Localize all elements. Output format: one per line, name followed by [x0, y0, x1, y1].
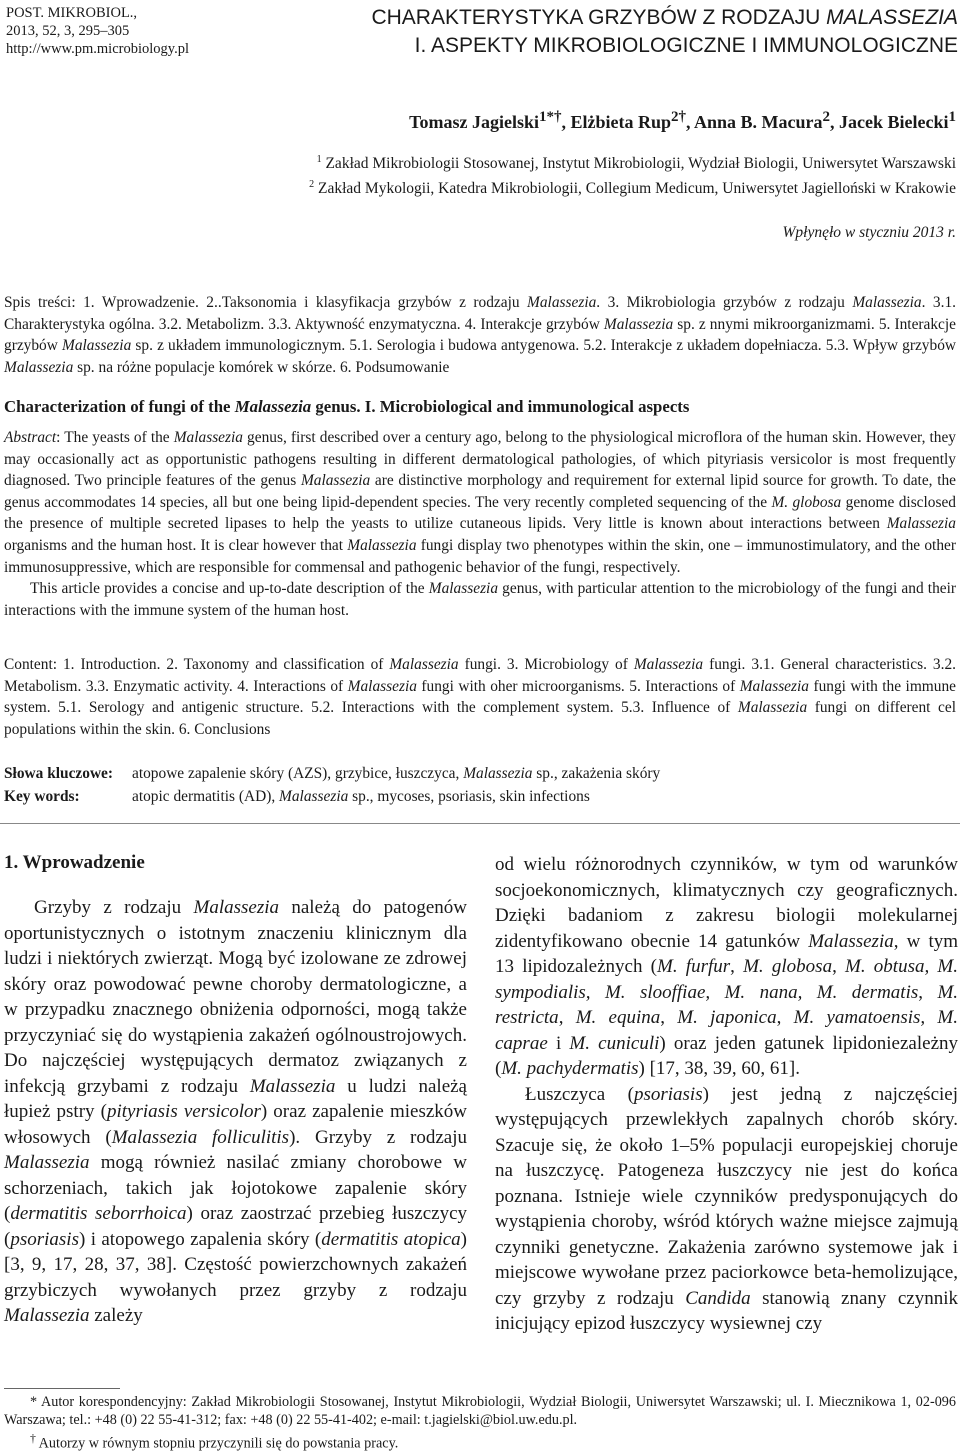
- affiliation-2: $^2$ Zakład Mykologii, Katedra Mikrobiologii, Collegium Medicum, Uniwersytet Jagielloński w Krakowie: [309, 179, 956, 198]
- title-line-2: I. ASPEKTY MIKROBIOLOGICZNE I IMMUNOLOGICZNE: [414, 34, 958, 57]
- journal-url[interactable]: http://www.pm.microbiology.pl: [6, 41, 189, 57]
- footnote-equal-contribution: † Autorzy w równym stopniu przyczynili się do powstania pracy.: [30, 1431, 399, 1452]
- received-date: Wpłynęło w styczniu 2013 r.: [782, 224, 956, 241]
- left-column: [4, 850, 467, 1329]
- english-title: Characterization of fungi of the Malassezia genus. I. Microbiological and immunological aspects: [4, 397, 690, 416]
- right-column: [495, 852, 958, 1337]
- section-heading-introduction: 1. Wprowadzenie: [4, 852, 145, 873]
- abstract: [4, 427, 956, 621]
- content-english: Content: 1. Introduction. 2. Taxonomy and classification of Malassezia fungi. 3. Microbiology of Malassezia fungi. 3.1. General characteristics. 3.2. Metabolism. 3.3. Enzymatic activity. 4. Interactions of Malassezia fungi with oher microorganisms. 5. Interactions of Malassezia fungi with the immune system. 5.1. Serology and antigenic structure. 5.2. Interactions with the complement system. 5.3. Influence of Malassezia fungi on different cel populations within the skin. 6. Conclusions: [4, 656, 957, 738]
- abstract-label: Abstract: [4, 429, 57, 446]
- keywords-polish: Słowa kluczowe: atopowe zapalenie skóry (AZS), grzybice, łuszczyca, Malassezia sp., zakażenia skóry: [4, 765, 661, 782]
- author-2: Elżbieta Rup: [570, 112, 671, 132]
- journal-reference: [6, 4, 189, 58]
- intro-paragraph: Grzyby z rodzaju Malassezia należą do patogenów oportunistycznych o istotnym znaczeniu klinicznym dla ludzi i niektórych zwierząt. Mogą być izolowane ze zdrowej skóry oraz powodować pewne choroby dermatologiczne, a w przypadku znacznego obniżenia odporności, mogą także przyczyniać się do wystąpienia zakażeń ogólnoustrojowych. Do najczęściej występujących dermatoz związanych z infekcją grzybami z rodzaju Malassezia u ludzi należą łupież pstry (pityriasis versicolor) oraz zapalenie mieszków włosowych (Malassezia folliculitis). Grzyby z rodzaju Malassezia mogą również nasilać zmiany chorobowe w schorzeniach, takich jak łojotokowe zapalenie skóry (dermatitis seborrhoica) oraz zaostrzać przebieg łuszczycy (psoriasis) i atopowego zapalenia skóry (dermatitis atopica) [3, 9, 17, 28, 37, 38]. Częstość powierzchownych zakażeń grzybiczych wywołanych przez grzyby z rodzaju Malassezia zależy: [4, 897, 467, 1326]
- article-title: [318, 4, 958, 60]
- right-paragraph-2: Łuszczyca (psoriasis) jest jedną z najczęściej występujących przewlekłych zapalnych chorób skóry. Szacuje się, że około 1–5% populacji europejskiej choruje na łuszczycę. Patogeneza łuszczycy nie jest do końca poznana. Istnieje wiele czynników predysponujących do wystąpienia choroby, wśród których ważne miejsce zajmują czynniki genetyczne. Zakażenia zarówno systemowe jak i miejscowe wywołane przez paciorkowce beta-hemolizujące, czy grzyby z rodzaju Candida stanowią znany czynnik inicjujący epizod łuszczycy wysiewnej czy: [495, 1083, 959, 1334]
- journal-volume: 2013, 52, 3, 295–305: [6, 23, 130, 39]
- abstract-paragraph-2: This article provides a concise and up-to-date description of the Malassezia genus, with particular attention to the microbiology of the fungi and their interactions with the immune system of the human host.: [4, 580, 956, 619]
- author-list: Tomasz Jagielski$^{1*\dagger}$, Elżbieta Rup$^{2\dagger}$, Anna B. Macura$^2$, Jacek Bielecki$^1$: [409, 109, 956, 132]
- journal-name: POST. MIKROBIOL.,: [6, 5, 138, 21]
- affiliation-1: $^1$ Zakład Mikrobiologii Stosowanej, Instytut Mikrobiologii, Wydział Biologii, Uniwersytet Warszawski: [316, 154, 956, 173]
- title-line-1: CHARAKTERYSTYKA GRZYBÓW Z RODZAJU MALASSEZIA: [371, 6, 958, 29]
- toc-polish: Spis treści: 1. Wprowadzenie. 2..Taksonomia i klasyfikacja grzybów z rodzaju Malassezia. 3. Mikrobiologia grzybów z rodzaju Malassezia. 3.1. Charakterystyka ogólna. 3.2. Metabolizm. 3.3. Aktywność enzymatyczna. 4. Interakcje grzybów Malassezia sp. z nnymi mikroorganizmami. 5. Interakcje grzybów Malassezia sp. z układem immunologicznym. 5.1. Serologia i budowa antygenowa. 5.2. Interakcje z układem dopełniacza. 5.3. Wpływ grzybów Malassezia sp. na różne populacje komórek w skórze. 6. Podsumowanie: [4, 294, 957, 376]
- right-paragraph-1: od wielu różnorodnych czynników, w tym od warunków socjoekonomicznych, klimatycznych czy geograficznych. Dzięki badaniom z zakresu biologii molekularnej zidentyfikowano obecnie 14 gatunków Malassezia, w tym 13 lipidozależnych (M. furfur, M. globosa, M. obtusa, M. sympodialis, M. slooffiae, M. nana, M. dermatis, M. restricta, M. equina, M. japonica, M. yamatoensis, M. caprae i M. cuniculi) oraz jeden gatunek lipidoniezależny (M. pachydermatis) [17, 38, 39, 60, 61].: [495, 854, 959, 1079]
- keywords-english-label: Key words:: [4, 788, 80, 805]
- abstract-paragraph-1: Abstract: The yeasts of the Malassezia genus, first described over a century ago, belong to the physiological microflora of the human skin. However, they may occasionally act as opportunistic pathogens resulting in different dermatological pathologies, of which pityriasis versicolor is most frequently diagnosed. Two principle features of the genus Malassezia are distinctive morphology and requirement for external lipid source for growth. To date, the genus accommodates 14 species, all but one being lipid-dependent species. The very recently completed sequencing of the M. globosa genome disclosed the presence of multiple secreted lipases to help the yeasts to utilize cutaneous lipids. Very little is known about interactions between Malassezia organisms and the human host. It is clear however that Malassezia fungi display two phenotypes within the skin, one – immunostimulatory, and the other immunosuppressive, which are responsible for commensal and pathogenic behavior of the fungi, respectively.: [4, 429, 957, 576]
- footnote-corresponding-author: * Autor korespondencyjny: Zakład Mikrobiologii Stosowanej, Instytut Mikrobiologii, Wydział Biologii, Uniwersytet Warszawski; ul. I. Miecznikowa 1, 02-096 Warszawa; tel.: +48 (0) 22 55-41-312; fax: +48 (0) 22 55-41-402; e-mail: t.jagielski@biol.uw.edu.pl.: [4, 1394, 956, 1428]
- keywords-english: Key words: atopic dermatitis (AD), Malassezia sp., mycoses, psoriasis, skin infections: [4, 788, 590, 805]
- author-1: Tomasz Jagielski: [409, 112, 539, 132]
- author-3: Anna B. Macura: [694, 112, 823, 132]
- section-divider: [0, 823, 960, 824]
- keywords-polish-label: Słowa kluczowe:: [4, 765, 114, 782]
- author-4: Jacek Bielecki: [839, 112, 949, 132]
- footnote-rule: [4, 1388, 120, 1389]
